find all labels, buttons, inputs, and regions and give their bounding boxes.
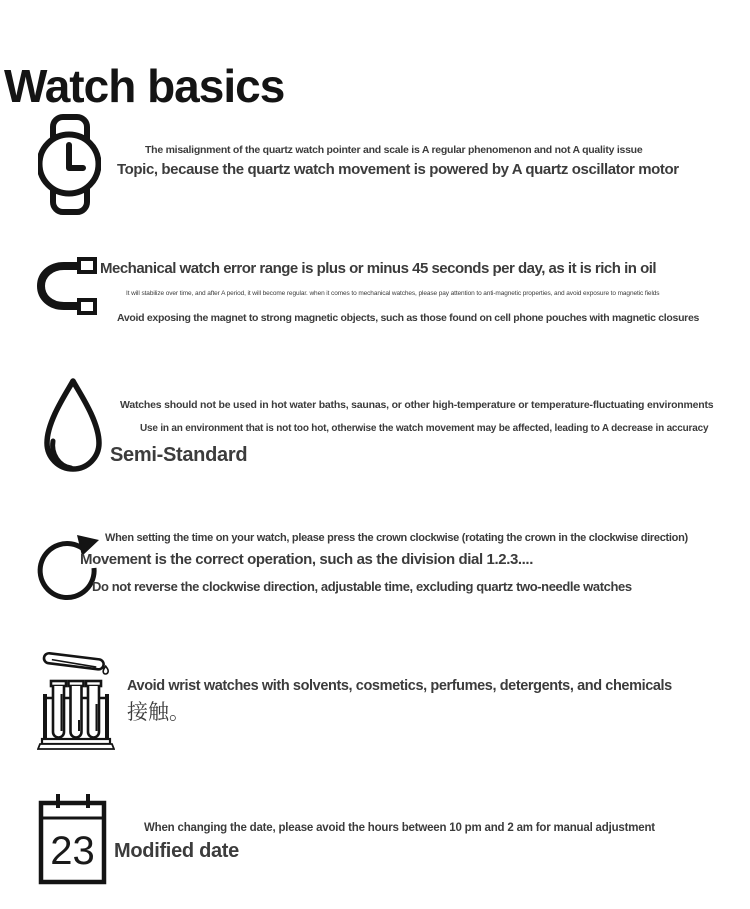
water-drop-icon	[39, 375, 107, 479]
temperature-note-text: Watches should not be used in hot water baths, saunas, or other high-temperature or temperature-fluctuating environments	[120, 399, 714, 411]
chemicals-headline-text: Avoid wrist watches with solvents, cosmetics, perfumes, detergents, and chemicals	[127, 678, 672, 694]
modified-date-heading: Modified date	[114, 840, 239, 862]
temperature-advice-text: Use in an environment that is not too hot, otherwise the watch movement may be affected, leading to A decrease in accuracy	[140, 423, 709, 434]
magnet-fine-print-text: It will stabilize over time, and after A period, it will become regular. when it comes to mechanical watches, please pay attention to anti-magnetic properties, and avoid exposure to magnetic fields	[126, 290, 660, 297]
wristwatch-icon	[38, 113, 101, 216]
chemicals-cjk-text: 接触。	[127, 701, 190, 724]
date-note-text: When changing the date, please avoid the hours between 10 pm and 2 am for manual adjustment	[144, 822, 655, 834]
test-tubes-icon	[37, 644, 115, 751]
calendar-day-number: 23	[50, 829, 95, 873]
semi-standard-heading: Semi-Standard	[110, 444, 248, 466]
clockwise-warning-text: Do not reverse the clockwise direction, adjustable time, excluding quartz two-needle watches	[92, 579, 632, 594]
page-title: Watch basics	[4, 59, 285, 112]
quartz-note-text: The misalignment of the quartz watch pointer and scale is A regular phenomenon and not A quality issue	[145, 144, 643, 156]
magnet-headline-text: Mechanical watch error range is plus or minus 45 seconds per day, as it is rich in oil	[100, 260, 657, 277]
quartz-topic-text: Topic, because the quartz watch movement is powered by A quartz oscillator motor	[117, 161, 679, 178]
magnet-warning-text: Avoid exposing the magnet to strong magnetic objects, such as those found on cell phone pouches with magnetic closures	[117, 312, 700, 324]
crown-note-text: When setting the time on your watch, please press the crown clockwise (rotating the crown in the clockwise direction)	[105, 532, 688, 544]
magnet-icon	[33, 255, 101, 317]
calendar-icon	[37, 791, 109, 886]
movement-headline-text: Movement is the correct operation, such as the division dial 1.2.3....	[80, 551, 533, 568]
